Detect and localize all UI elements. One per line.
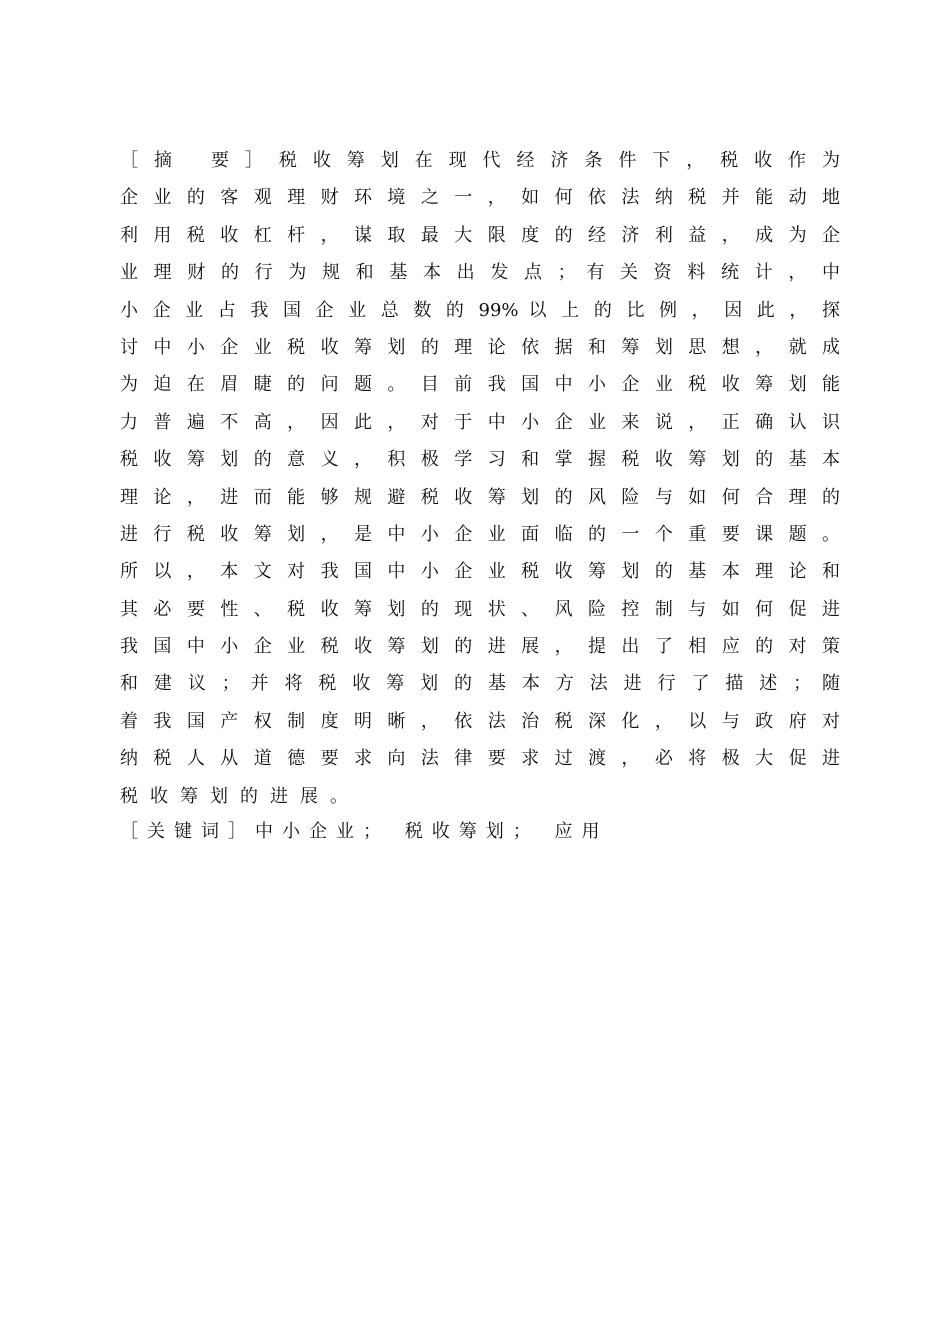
abstract-line-13: 其 必 要 性 、 税 收 筹 划 的 现 状 、 风 险 控 制 与 如 何 促 进: [120, 598, 840, 620]
abstract-line-18: 税收筹划的进展。: [120, 785, 360, 807]
abstract-line-2: 企 业 的 客 观 理 财 环 境 之 一 ， 如 何 依 法 纳 税 并 能 动 地: [120, 187, 840, 209]
abstract-line-11: 进 行 税 收 筹 划 ， 是 中 小 企 业 面 临 的 一 个 重 要 课 题 。: [120, 523, 840, 545]
abstract-line-10: 理 论 ， 进 而 能 够 规 避 税 收 筹 划 的 风 险 与 如 何 合 理 的: [120, 486, 840, 508]
abstract-line-8: 力 普 遍 不 高 ， 因 此 ， 对 于 中 小 企 业 来 说 ， 正 确 认 识: [120, 411, 840, 433]
abstract-line-14: 我 国 中 小 企 业 税 收 筹 划 的 进 展 ， 提 出 了 相 应 的 对 策: [120, 636, 840, 658]
abstract-line-16: 着 我 国 产 权 制 度 明 晰 ， 依 法 治 税 深 化 ， 以 与 政 府 对: [120, 710, 840, 732]
abstract-line-12: 所 以 ， 本 文 对 我 国 中 小 企 业 税 收 筹 划 的 基 本 理 论 和: [120, 561, 840, 583]
abstract-line-1: ［ 摘 要 ］ 税 收 筹 划 在 现 代 经 济 条 件 下 ， 税 收 作 为: [120, 150, 840, 171]
keywords-line: ［关键词］中小企业； 税收筹划； 应用: [120, 821, 609, 842]
abstract-line-3: 利 用 税 收 杠 杆 ， 谋 取 最 大 限 度 的 经 济 利 益 ， 成 为 企: [120, 224, 840, 246]
abstract-line-5: 小 企 业 占 我 国 企 业 总 数 的 99% 以 上 的 比 例 ， 因 此 ， 探: [120, 299, 840, 321]
abstract-line-15: 和 建 议 ； 并 将 税 收 筹 划 的 基 本 方 法 进 行 了 描 述 ； 随: [120, 673, 840, 695]
abstract-paragraph: [120, 148, 840, 821]
abstract-line-4: 业 理 财 的 行 为 规 和 基 本 出 发 点 ； 有 关 资 料 统 计 ， 中: [120, 262, 840, 284]
abstract-line-6: 讨 中 小 企 业 税 收 筹 划 的 理 论 依 据 和 筹 划 思 想 ， 就 成: [120, 336, 840, 358]
abstract-line-17: 纳 税 人 从 道 德 要 求 向 法 律 要 求 过 渡 ， 必 将 极 大 促 进: [120, 748, 840, 770]
abstract-line-9: 税 收 筹 划 的 意 义 ， 积 极 学 习 和 掌 握 税 收 筹 划 的 基 本: [120, 449, 840, 471]
abstract-line-7: 为 迫 在 眉 睫 的 问 题 。 目 前 我 国 中 小 企 业 税 收 筹 划 能: [120, 374, 840, 396]
